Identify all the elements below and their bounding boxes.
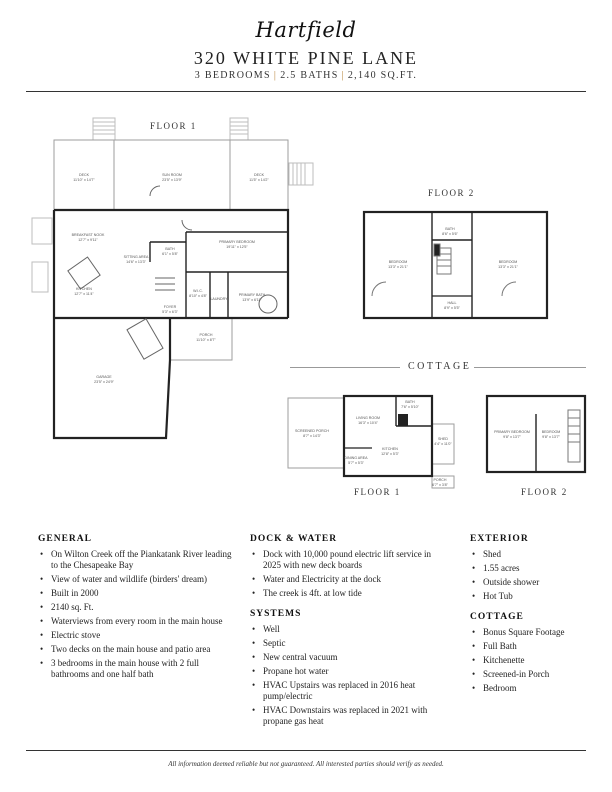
deck-stairs-right xyxy=(230,118,248,140)
room-dim: 9'8" x 13'7" xyxy=(503,435,521,439)
room-dim: 11'5" x 14'2" xyxy=(249,178,269,182)
room-dim: 6'1" x 5'8" xyxy=(162,252,178,256)
baths-count: 2.5 BATHS xyxy=(280,70,339,81)
room-label: PORCH xyxy=(199,333,213,337)
room-dim: 23'5" x 24'9" xyxy=(94,380,114,384)
list-item: • 1.55 acres xyxy=(470,563,595,574)
room-label: PRIMARY BEDROOM xyxy=(219,240,255,244)
room-label: SHED xyxy=(438,437,448,441)
room-dim: 12'7" x 9'11" xyxy=(78,238,98,242)
list-item: • Screened-in Porch xyxy=(470,669,595,680)
list-item: • HVAC Downstairs was replaced in 2021 with propane gas heat xyxy=(250,705,440,727)
room-dim: 6'7" x 3'8" xyxy=(432,483,448,487)
room-label: LIVING ROOM xyxy=(356,416,380,420)
list-item: • Shed xyxy=(470,549,595,560)
room-dim: 12'7" x 11'4" xyxy=(74,292,94,296)
room-label: DECK xyxy=(79,173,89,177)
list-item: • Well xyxy=(250,624,440,635)
room-dim: 8'10" x 4'8" xyxy=(189,294,207,298)
list-item: • The creek is 4ft. at low tide xyxy=(250,588,440,599)
list-item: • Kitchenette xyxy=(470,655,595,666)
disclaimer-text: All information deemed reliable but not guaranteed. All interested parties should verify as needed. xyxy=(168,760,444,768)
list-item: • On Wilton Creek off the Piankatank River leading to the Chesapeake Bay xyxy=(38,549,234,571)
room-label: PORCH xyxy=(433,478,447,482)
room-label: FOYER xyxy=(163,305,177,309)
exterior-heading: EXTERIOR xyxy=(470,534,529,544)
list-item: • HVAC Upstairs was replaced in 2016 heat pump/electric xyxy=(250,680,440,702)
cottage-section-heading: COTTAGE xyxy=(470,612,524,622)
general-section xyxy=(38,534,234,690)
room-dim: 23'5" x 13'9" xyxy=(162,178,182,182)
general-list xyxy=(38,549,234,680)
list-item: • 3 bedrooms in the main house with 2 full bathrooms and one half bath xyxy=(38,658,234,680)
facts-separator: | xyxy=(273,70,278,81)
deck-stairs-left xyxy=(93,118,115,140)
list-item: • Hot Tub xyxy=(470,591,595,602)
room-label: BEDROOM xyxy=(388,260,408,264)
room-dim: 4'4" x 11'0" xyxy=(434,442,452,446)
room-label: BEDROOM xyxy=(541,430,561,434)
room-dim: 13'9" x 6'11" xyxy=(242,298,262,302)
room-dim: 13'3" x 21'1" xyxy=(498,265,518,269)
room-dim: 7'6" x 5'10" xyxy=(401,405,419,409)
list-item: • 2140 sq. Ft. xyxy=(38,602,234,613)
exterior-list xyxy=(470,549,595,602)
room-label: DECK xyxy=(254,173,264,177)
room-label: LAUNDRY xyxy=(210,297,228,301)
list-item: • Dock with 10,000 pound electric lift service in 2025 with new deck boards xyxy=(250,549,440,571)
room-label: BATH xyxy=(165,247,175,251)
room-label: BATH xyxy=(445,227,455,231)
room-label: W.I.C. xyxy=(193,289,203,293)
bedrooms-count: 3 BEDROOMS xyxy=(194,70,271,81)
cottage-floor2-label: FLOOR 2 xyxy=(521,487,568,497)
list-item: • Propane hot water xyxy=(250,666,440,677)
room-dim: 8'6" x 5'6" xyxy=(442,232,458,236)
cottage-screened-porch xyxy=(288,398,344,468)
list-item: • Septic xyxy=(250,638,440,649)
list-item: • Two decks on the main house and patio area xyxy=(38,644,234,655)
room-label: BEDROOM xyxy=(498,260,518,264)
room-dim: 19'11" x 12'5" xyxy=(226,245,248,249)
dock-list xyxy=(250,549,440,599)
list-item: • New central vacuum xyxy=(250,652,440,663)
dock-systems-column xyxy=(250,534,440,737)
systems-heading: SYSTEMS xyxy=(250,609,302,619)
room-dim: 5'3" x 6'3" xyxy=(162,310,178,314)
room-dim: 12'8" x 5'3" xyxy=(381,452,399,456)
list-item: • Bonus Square Footage xyxy=(470,627,595,638)
list-item: • Outside shower xyxy=(470,577,595,588)
garage-stairs xyxy=(127,319,163,359)
kitchen-island xyxy=(68,257,100,289)
room-label: SITTING AREA xyxy=(123,255,149,259)
exterior-cottage-column xyxy=(470,534,595,704)
footer-divider xyxy=(26,750,586,751)
room-label: BATH xyxy=(405,400,415,404)
cottage-heading: COTTAGE xyxy=(408,361,472,372)
square-footage: 2,140 SQ.FT. xyxy=(347,70,418,81)
door-swing xyxy=(150,186,160,196)
list-item: • Electric stove xyxy=(38,630,234,641)
general-heading: GENERAL xyxy=(38,534,92,544)
main-floor1-walls xyxy=(54,210,288,438)
room-dim: 13'3" x 21'1" xyxy=(388,265,408,269)
dock-heading: DOCK & WATER xyxy=(250,534,338,544)
room-label: KITCHEN xyxy=(382,447,398,451)
cottage-list xyxy=(470,627,595,694)
room-label: PRIMARY BATH xyxy=(238,293,266,297)
list-item: • Waterviews from every room in the main house xyxy=(38,616,234,627)
systems-list xyxy=(250,624,440,727)
list-item: • Water and Electricity at the dock xyxy=(250,574,440,585)
west-steps xyxy=(32,218,52,292)
room-label: KITCHEN xyxy=(76,287,92,291)
room-label: DINING AREA xyxy=(344,456,368,460)
room-dim: 11'10" x 8'7" xyxy=(196,338,216,342)
room-dim: 5'7" x 5'3" xyxy=(348,461,364,465)
room-dim: 8'9" x 5'5" xyxy=(444,306,460,310)
list-item: • View of water and wildlife (birders' dream) xyxy=(38,574,234,585)
facts-separator: | xyxy=(341,70,345,81)
list-item: • Bedroom xyxy=(470,683,595,694)
property-address: 320 WHITE PINE LANE xyxy=(193,48,419,68)
room-label: SCREENED PORCH xyxy=(295,429,329,433)
room-dim: 14'6" x 13'3" xyxy=(126,260,146,264)
room-label: HALL xyxy=(447,301,457,305)
room-label: PRIMARY BEDROOM xyxy=(494,430,530,434)
brand-script-title: Hartfield xyxy=(255,18,357,42)
main-floor2-label: FLOOR 2 xyxy=(428,188,475,198)
room-dim: 16'3" x 10'4" xyxy=(358,421,378,425)
room-dim: 11'10" x 14'7" xyxy=(73,178,95,182)
room-label: GARAGE xyxy=(96,375,112,379)
room-label: BREAKFAST NOOK xyxy=(71,233,105,237)
room-dim: 9'8" x 13'7" xyxy=(542,435,560,439)
main-floor1-label: FLOOR 1 xyxy=(150,121,197,131)
deck-stairs-east xyxy=(289,163,313,185)
room-dim: 8'7" x 14'3" xyxy=(303,434,321,438)
room-label: SUN ROOM xyxy=(162,173,182,177)
list-item: • Full Bath xyxy=(470,641,595,652)
cottage-floor1-label: FLOOR 1 xyxy=(354,487,401,497)
list-item: • Built in 2000 xyxy=(38,588,234,599)
